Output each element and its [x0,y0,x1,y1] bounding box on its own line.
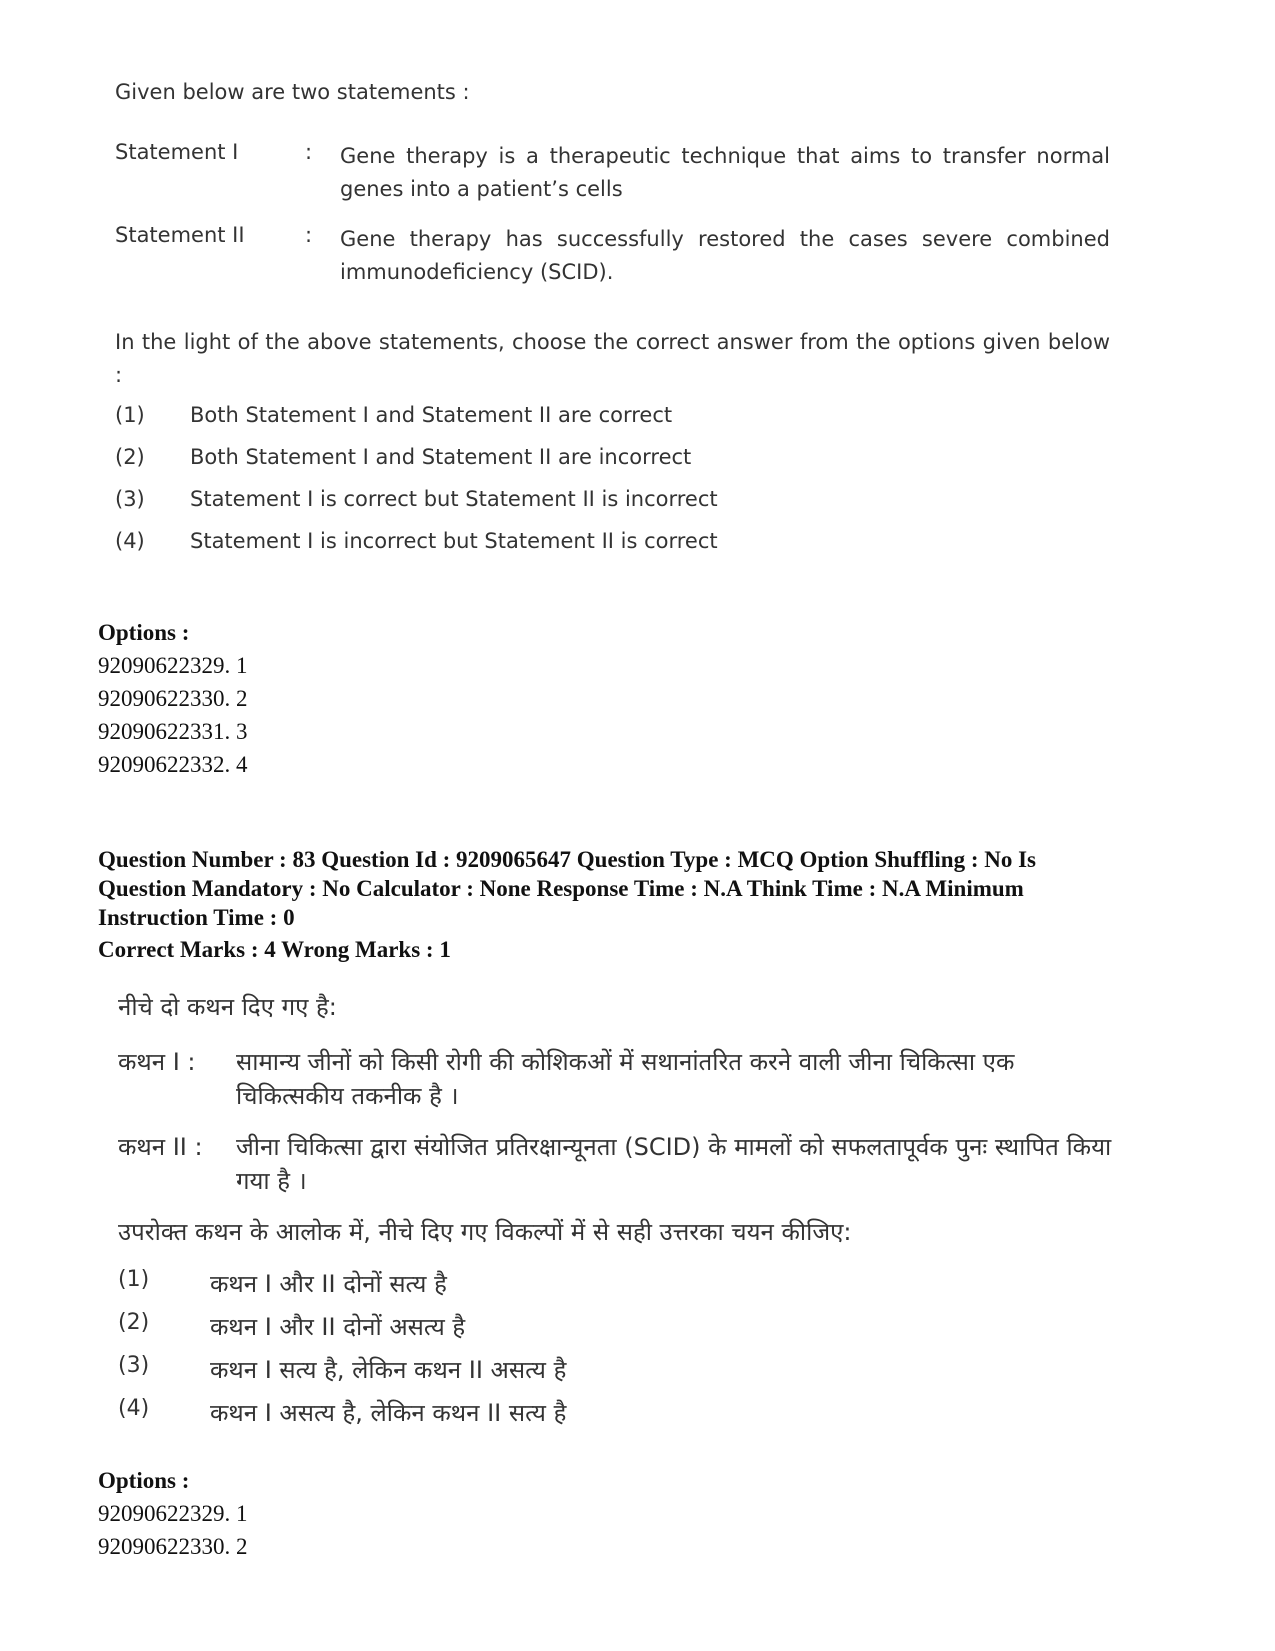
options-heading: Options : [98,620,190,645]
choice-1-number: (1) [115,403,145,427]
question-intro-hindi: नीचे दो कथन दिए गए है: [118,993,337,1021]
choice-3-number: (3) [115,487,145,511]
choice-4-number: (4) [115,529,145,553]
statement-2-colon: : [305,223,313,247]
choice-4-number-hindi: (4) [118,1396,150,1421]
statement-2-label: Statement II [115,223,245,247]
choice-3-text-hindi: कथन I सत्य है, लेकिन कथन II असत्य है [210,1356,567,1384]
choice-3-text: Statement I is correct but Statement II is incorrect [190,487,718,511]
option-id-2-q83: 92090622330. 2 [98,1534,248,1559]
question-prompt-hindi: उपरोक्त कथन के आलोक में, नीचे दिए गए विकल्पों में से सही उत्तरका चयन कीजिए: [118,1218,852,1246]
choice-3-number-hindi: (3) [118,1353,150,1378]
option-id-1: 92090622329. 1 [98,653,248,678]
question-prompt: In the light of the above statements, choose the correct answer from the options given below : [115,330,1110,387]
options-heading-q83: Options : [98,1468,190,1493]
option-id-2: 92090622330. 2 [98,686,248,711]
choice-2-text-hindi: कथन I और II दोनों असत्य है [210,1313,466,1341]
choice-4-text: Statement I is incorrect but Statement II is correct [190,529,718,553]
statement-1-text-hindi: सामान्य जीनों को किसी रोगी की कोशिकओं में सथानांतरित करने वाली जीना चिकित्सा एक चिकित्सकीय तकनीक है । [236,1048,1015,1110]
question-83-marks: Correct Marks : 4 Wrong Marks : 1 [98,937,451,962]
statement-2-text-hindi: जीना चिकित्सा द्वारा संयोजित प्रतिरक्षान्यूनता (SCID) के मामलों को सफलतापूर्वक पुनः स्थापित किया गया है । [236,1133,1112,1195]
choice-2-number: (2) [115,445,145,469]
statement-1-text: Gene therapy is a therapeutic technique that aims to transfer normal genes into a patient’s cells [340,144,1110,201]
option-id-1-q83: 92090622329. 1 [98,1501,248,1526]
question-83-metadata: Question Number : 83 Question Id : 9209065647 Question Type : MCQ Option Shuffling : No Is Question Mandatory : No Calculator : None Response Time : N.A Think Time : N.A Minimum Instruction Time : 0 [98,847,1037,930]
statement-1-label-hindi: कथन I : [118,1048,196,1076]
statement-1-label: Statement I [115,140,239,164]
option-id-3: 92090622331. 3 [98,719,248,744]
choice-4-text-hindi: कथन I असत्य है, लेकिन कथन II सत्य है [210,1399,567,1427]
choice-1-number-hindi: (1) [118,1267,150,1292]
choice-1-text-hindi: कथन I और II दोनों सत्य है [210,1270,447,1298]
choice-2-text: Both Statement I and Statement II are incorrect [190,445,692,469]
statement-1-colon: : [305,140,313,164]
question-intro: Given below are two statements : [115,80,470,104]
choice-1-text: Both Statement I and Statement II are correct [190,403,673,427]
statement-2-label-hindi: कथन II : [118,1133,203,1161]
option-id-4: 92090622332. 4 [98,752,248,777]
statement-2-text: Gene therapy has successfully restored the cases severe combined immunodeficiency (SCID). [340,227,1110,284]
choice-2-number-hindi: (2) [118,1310,150,1335]
